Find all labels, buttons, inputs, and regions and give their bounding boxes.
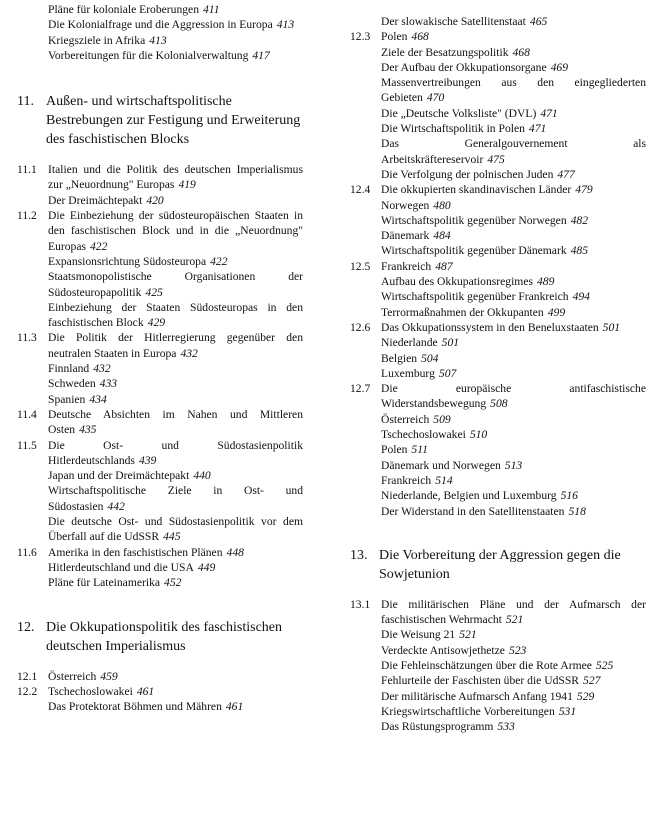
subsection-entry: Expansionsrichtung Südosteuropa 422 (48, 254, 228, 268)
subsection-entry: Der Dreimächtepakt 420 (48, 193, 164, 207)
page-number: 459 (100, 669, 118, 683)
page-number: 514 (435, 473, 453, 487)
subsection-entry: Einbeziehung der Staaten Südosteuropas in den faschistischen Block 429 (48, 300, 303, 330)
page-number: 434 (89, 392, 107, 406)
page-number: 480 (433, 198, 451, 212)
subsection-entry: Fehlurteile der Faschisten über die UdSSR 527 (381, 674, 601, 688)
subsection-entry: Terrormaßnahmen der Okkupanten 499 (381, 305, 566, 319)
section-number: 12.4 (350, 183, 371, 197)
page-number: 422 (210, 254, 228, 268)
page-number: 422 (90, 239, 108, 253)
page-number: 432 (180, 346, 198, 360)
chapter-number: 11. (17, 94, 34, 110)
subsection-entry: Staatsmonopolistische Organisationen der Südosteuropapolitik 425 (48, 270, 303, 299)
page-number: 523 (508, 643, 527, 657)
page-number: 452 (164, 576, 182, 590)
page-number: 501 (441, 336, 460, 350)
page-number: 468 (512, 45, 530, 59)
page-number: 504 (421, 351, 439, 365)
page-number: 419 (178, 178, 196, 192)
section-entry: 12.7 Die europäische antifaschistische Widerstandsbewegung 508 (350, 382, 646, 411)
subsection-entry: Pläne für Lateinamerika 452 (48, 576, 182, 590)
subsection-entry: Das Generalgouvernement als Arbeitskräftereservoir 475 (381, 137, 646, 166)
subsection-entry: Die Weisung 21 521 (381, 628, 477, 642)
section-entry: 12.6 Das Okkupationssystem in den Beneluxstaaten 501 (350, 320, 621, 334)
page-number: 489 (536, 275, 555, 289)
section-number: 12.1 (17, 669, 38, 683)
page-number: 440 (193, 469, 211, 483)
toc-entry: Vorbereitungen für die Kolonialverwaltung 417 (48, 48, 270, 62)
page-number: 479 (575, 183, 593, 197)
subsection-entry: Aufbau des Okkupationsregimes 489 (381, 275, 555, 289)
subsection-entry: Dänemark und Norwegen 513 (381, 458, 523, 472)
page-number: 527 (583, 674, 601, 688)
page-number: 448 (226, 545, 244, 559)
section-number: 11.6 (17, 545, 37, 559)
section-entry: 12.2 Tschechoslowakei 461 (17, 684, 155, 698)
subsection-entry: Schweden 433 (48, 377, 118, 391)
section-number: 12.6 (350, 320, 371, 334)
page-number: 477 (557, 167, 575, 181)
page-number: 484 (433, 229, 451, 243)
subsection-entry: Finnland 432 (48, 362, 111, 376)
page-number: 499 (547, 305, 566, 319)
toc-entry: Kriegsziele in Afrika 413 (48, 33, 167, 47)
subsection-entry: Luxemburg 507 (381, 366, 457, 380)
page-number: 442 (107, 499, 125, 513)
subsection-entry: Niederlande, Belgien und Luxemburg 516 (381, 489, 578, 503)
section-number: 12.2 (17, 684, 38, 698)
page-number: 420 (146, 193, 164, 207)
section-entry: 11.3 Die Politik der Hitlerregierung gegenüber den neutralen Staaten in Europa 432 (17, 331, 303, 360)
section-entry: 11.2 Die Einbeziehung der südosteuropäischen Staaten in den faschistischen Block und in die „Neuordnung" Europas 422 (17, 209, 303, 253)
page-number: 487 (435, 259, 453, 273)
subsection-entry: Kriegswirtschaftliche Vorbereitungen 531 (381, 704, 577, 718)
subsection-entry: Niederlande 501 (381, 336, 460, 350)
subsection-entry: Der Widerstand in den Satellitenstaaten 518 (381, 504, 586, 518)
section-entry: 11.1 Italien und die Politik des deutschen Imperialismus zur „Neuordnung" Europas 419 (17, 163, 303, 192)
page-number: 501 (602, 320, 621, 334)
page-number: 413 (149, 33, 167, 47)
page-number: 521 (459, 628, 477, 642)
subsection-entry: Norwegen 480 (381, 198, 451, 212)
section-entry: 12.1 Österreich 459 (17, 669, 118, 683)
page-number: 461 (225, 700, 244, 714)
chapter-title: Die Vorbereitung der Aggression gegen die Sowjetunion (379, 547, 621, 582)
page-number: 449 (197, 560, 216, 574)
chapter-title: Die Okkupationspolitik des faschistischen deutschen Imperialismus (46, 619, 283, 654)
page-number: 475 (487, 152, 505, 166)
section-number: 11.2 (17, 209, 37, 223)
page-number: 482 (570, 213, 589, 227)
left-column (17, 2, 303, 714)
subsection-entry: Polen 511 (381, 443, 428, 457)
section-number: 12.3 (350, 30, 371, 44)
section-number: 11.5 (17, 438, 37, 452)
subsection-entry: Das Protektorat Böhmen und Mähren 461 (48, 700, 244, 714)
page-number: 435 (79, 423, 97, 437)
page-number: 518 (568, 504, 586, 518)
page-number: 411 (203, 3, 220, 16)
subsection-entry: Wirtschaftspolitische Ziele in Ost- und Südostasien 442 (48, 484, 303, 513)
page-number: 471 (528, 122, 547, 136)
page-number: 521 (505, 613, 524, 627)
section-entry: 13.1 Die militärischen Pläne und der Aufmarsch der faschistischen Wehrmacht 521 (350, 597, 646, 627)
page-number: 439 (138, 453, 157, 467)
page-number: 508 (490, 397, 508, 411)
subsection-entry: Die „Deutsche Volksliste" (DVL) 471 (381, 106, 558, 120)
section-entry: 11.5 Die Ost- und Südostasienpolitik Hitlerdeutschlands 439 (17, 438, 303, 467)
section-entry: 12.5 Frankreich 487 (350, 259, 453, 273)
toc-entry: Die Kolonialfrage und die Aggression in Europa 413 (48, 18, 295, 32)
subsection-entry: Ziele der Besatzungspolitik 468 (381, 45, 530, 59)
page-number: 516 (560, 489, 578, 503)
page-number: 429 (147, 316, 166, 330)
subsection-entry: Die deutsche Ost- und Südostasienpolitik vor dem Überfall auf die UdSSR 445 (48, 515, 303, 544)
section-entry: 11.6 Amerika in den faschistischen Plänen 448 (17, 545, 244, 559)
subsection-entry: Dänemark 484 (381, 229, 451, 243)
subsection-entry: Belgien 504 (381, 351, 439, 365)
page-number: 445 (163, 530, 181, 544)
section-number: 12.5 (350, 259, 371, 273)
subsection-entry: Tschechoslowakei 510 (381, 428, 488, 442)
section-entry: 11.4 Deutsche Absichten im Nahen und Mittleren Osten 435 (17, 407, 303, 437)
subsection-entry: Wirtschaftspolitik gegenüber Frankreich 494 (381, 290, 590, 304)
page-number: 510 (469, 428, 488, 442)
section-number: 12.7 (350, 382, 371, 396)
page-number: 471 (540, 106, 558, 120)
toc-entry: Der slowakische Satellitenstaat 465 (381, 15, 548, 28)
page-number: 417 (252, 48, 270, 62)
subsection-entry: Die Verfolgung der polnischen Juden 477 (381, 167, 575, 181)
chapter-heading (17, 618, 303, 656)
page-number: 531 (558, 704, 577, 718)
subsection-entry: Massenvertreibungen aus den eingegliederten Gebieten 470 (381, 76, 646, 105)
page-number: 470 (426, 91, 445, 105)
page-number: 469 (550, 60, 568, 74)
subsection-entry: Österreich 509 (381, 412, 451, 426)
subsection-entry: Der militärische Aufmarsch Anfang 1941 529 (381, 689, 595, 703)
chapter-heading (17, 92, 303, 149)
section-entry: 12.4 Die okkupierten skandinavischen Länder 479 (350, 183, 593, 197)
chapter-title: Außen- und wirtschaftspolitische Bestrebungen zur Festigung und Erweiterung des faschistischen Blocks (46, 94, 301, 148)
page-number: 413 (276, 18, 295, 32)
page-number: 465 (529, 15, 548, 28)
subsection-entry: Die Wirtschaftspolitik in Polen 471 (381, 122, 547, 136)
section-number: 11.3 (17, 331, 37, 345)
page-number: 432 (93, 362, 111, 376)
page-number: 509 (433, 412, 451, 426)
page-number: 525 (595, 658, 614, 672)
page-number: 529 (576, 689, 595, 703)
subsection-entry: Hitlerdeutschland und die USA 449 (48, 560, 216, 574)
subsection-entry: Japan und der Dreimächtepakt 440 (48, 469, 211, 483)
subsection-entry: Frankreich 514 (381, 473, 453, 487)
right-column (350, 2, 646, 734)
page-number: 511 (411, 443, 428, 457)
chapter-number: 12. (17, 619, 35, 635)
page-number: 533 (497, 720, 515, 734)
chapter-heading (350, 546, 646, 584)
subsection-entry: Wirtschaftspolitik gegenüber Dänemark 485 (381, 244, 589, 258)
page-number: 507 (438, 366, 457, 380)
chapter-number: 13. (350, 547, 368, 563)
subsection-entry: Wirtschaftspolitik gegenüber Norwegen 482 (381, 213, 589, 227)
section-entry: 12.3 Polen 468 (350, 30, 429, 44)
page-number: 425 (145, 285, 163, 299)
section-number: 11.4 (17, 407, 37, 421)
page-number: 485 (570, 244, 589, 258)
page-number: 513 (504, 458, 523, 472)
page-number: 468 (411, 30, 429, 44)
subsection-entry: Der Aufbau der Okkupationsorgane 469 (381, 60, 568, 74)
toc-entry: Pläne für koloniale Eroberungen 411 (48, 3, 220, 16)
subsection-entry: Das Rüstungsprogramm 533 (381, 720, 515, 734)
page-number: 494 (572, 290, 590, 304)
subsection-entry: Die Fehleinschätzungen über die Rote Armee 525 (381, 658, 614, 672)
page-number: 461 (136, 684, 155, 698)
subsection-entry: Spanien 434 (48, 392, 107, 406)
section-number: 11.1 (17, 163, 37, 177)
page-number: 433 (99, 377, 118, 391)
subsection-entry: Verdeckte Antisowjethetze 523 (381, 643, 527, 657)
section-number: 13.1 (350, 597, 371, 611)
